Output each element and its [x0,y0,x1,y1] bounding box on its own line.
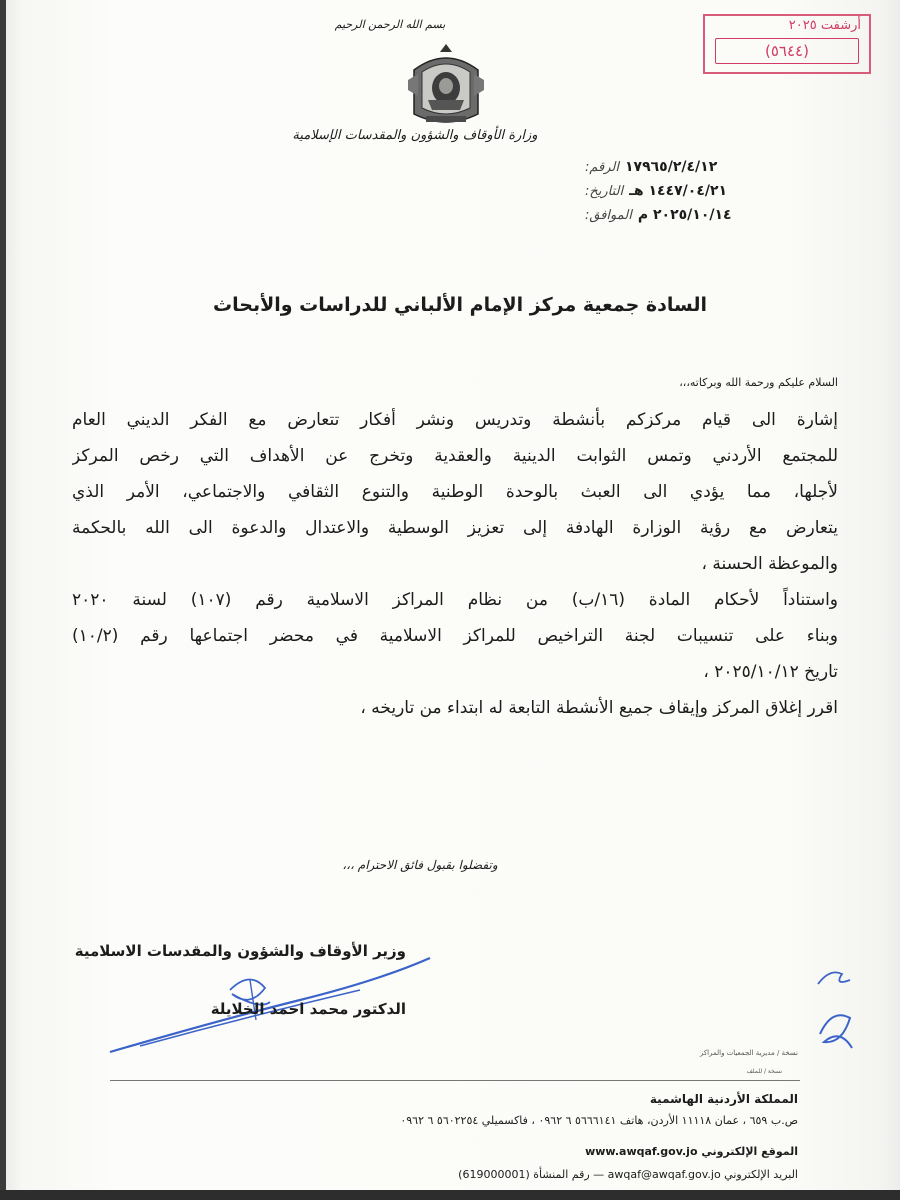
archive-stamp [703,14,871,74]
footer-contact-row: البريد الإلكتروني awqaf@awqaf.gov.jo — رقم المنشأة (619000001) [458,1168,798,1181]
body-line: إشارة الى قيام مركزكم بأنشطة وتدريس ونشر أفكار تتعارض مع الفكر الديني العام [72,410,838,430]
footer-country: المملكة الأردنية الهاشمية [649,1092,798,1106]
addressee: السادة جمعية مركز الإمام الألباني للدراسات والأبحاث [213,294,707,316]
closing-salutation: وتفضلوا بقبول فائق الاحترام ،،، [342,858,498,872]
website-link[interactable]: www.awqaf.gov.jo [585,1145,698,1158]
stamp-archived-label: أرشفت ٢٠٢٥ [788,18,861,33]
hijri-date-label: التاريخ: [585,183,624,199]
body-line: يتعارض مع رؤية الوزارة الهادفة إلى تعزيز الوسطية والاعتدال والدعوة الى الله بالحكمة [72,518,838,538]
reference-number-row [585,155,845,179]
letter-body [72,402,838,726]
footer-address: ص.ب ٦٥٩ ، عمان ١١١١٨ الأردن، هاتف ٥٦٦٦١٤١ ٦ ٠٩٦٢ ، فاكسميلي ٥٦٠٢٢٥٤ ٦ ٠٩٦٢ [400,1114,798,1127]
signer-name: الدكتور محمد احمد الخلايلة [210,1000,406,1018]
body-line: لأجلها، مما يؤدي الى العبث بالوحدة الوطنية والتنوع الثقافي والاجتماعي، الأمر الذي [72,482,838,502]
gregorian-date-value: ٢٠٢٥/١٠/١٤ م [637,207,732,223]
reference-number-label: الرقم: [585,159,619,175]
reference-number-value: ١٧٩٦٥/٢/٤/١٢ [625,159,718,175]
signer-title: وزير الأوقاف والشؤون والمقدسات الاسلامية [74,942,406,960]
scan-edge-left [0,0,6,1200]
gregorian-date-row [585,203,845,227]
facility-number: (619000001) [458,1168,530,1181]
gregorian-date-label: الموافق: [585,207,632,223]
initials-scribble-icon [812,948,858,1054]
facility-label: رقم المنشأة [533,1168,590,1181]
copy-to-file: نسخة / للملف [746,1068,782,1075]
reference-block [585,155,845,227]
footer-divider [110,1080,800,1081]
body-line: واستناداً لأحكام المادة (١٦/ب) من نظام المراكز الاسلامية رقم (١٠٧) لسنة ٢٠٢٠ [72,590,838,610]
greeting: السلام عليكم ورحمة الله وبركاته،،، [679,376,838,389]
basmala: بسم الله الرحمن الرحيم [334,18,446,31]
email-label: البريد الإلكتروني [724,1168,798,1181]
body-line: وبناء على تنسيبات لجنة التراخيص للمراكز الاسلامية في محضر اجتماعها رقم (١٠/٢) [72,626,838,646]
hijri-date-value: ١٤٤٧/٠٤/٢١ هـ [629,183,728,199]
hijri-date-row [585,179,845,203]
website-label: الموقع الإلكتروني [701,1145,798,1158]
body-line: تاريخ ٢٠٢٥/١٠/١٢ ، [703,662,838,682]
body-line: للمجتمع الأردني وتمس الثوابت الدينية والعقدية وتخرج عن الأهداف التي رخص المركز [72,446,838,466]
jordan-coat-of-arms-icon [406,40,486,128]
email-link[interactable]: awqaf@awqaf.gov.jo [607,1168,721,1181]
body-line: والموعظة الحسنة ، [701,554,838,574]
body-line: اقرر إغلاق المركز وإيقاف جميع الأنشطة التابعة له ابتداء من تاريخه ، [360,698,838,718]
stamp-archive-number: (٥٦٤٤) [715,38,859,64]
footer-website-row [585,1145,798,1158]
ministry-name: وزارة الأوقاف والشؤون والمقدسات الإسلامية [292,128,538,143]
scan-edge-bottom [0,1190,900,1200]
copy-to-directorate: نسخة / مديرية الجمعيات والمراكز [699,1049,798,1057]
